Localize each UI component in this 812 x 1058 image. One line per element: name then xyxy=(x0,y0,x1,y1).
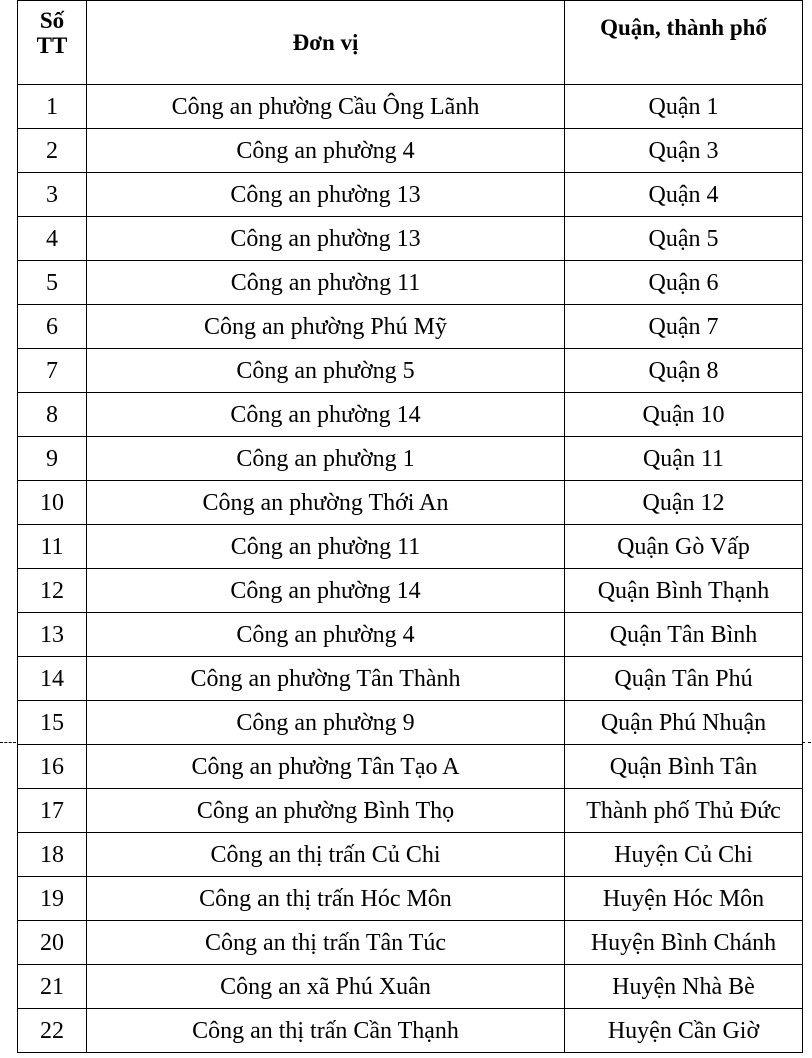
cell-district: Quận 10 xyxy=(565,393,803,437)
table-row xyxy=(18,349,803,393)
cell-district: Quận 8 xyxy=(565,349,803,393)
cell-district: Huyện Cần Giờ xyxy=(565,1009,803,1053)
cell-district: Quận 3 xyxy=(565,129,803,173)
table-row xyxy=(18,393,803,437)
header-stt-line2: TT xyxy=(36,33,68,58)
cell-stt: 12 xyxy=(18,569,87,613)
table-row xyxy=(18,833,803,877)
page-break-marker-left xyxy=(0,742,16,743)
cell-unit: Công an thị trấn Tân Túc xyxy=(87,921,565,965)
header-stt xyxy=(18,1,87,85)
cell-stt: 16 xyxy=(18,745,87,789)
cell-unit: Công an xã Phú Xuân xyxy=(87,965,565,1009)
cell-unit: Công an thị trấn Củ Chi xyxy=(87,833,565,877)
cell-unit: Công an phường 11 xyxy=(87,261,565,305)
cell-stt: 18 xyxy=(18,833,87,877)
cell-unit: Công an phường Thới An xyxy=(87,481,565,525)
table-row xyxy=(18,789,803,833)
table-row xyxy=(18,877,803,921)
table-row xyxy=(18,129,803,173)
cell-stt: 4 xyxy=(18,217,87,261)
header-unit: Đơn vị xyxy=(87,1,565,85)
cell-district: Quận 6 xyxy=(565,261,803,305)
cell-stt: 17 xyxy=(18,789,87,833)
cell-stt: 21 xyxy=(18,965,87,1009)
table-row xyxy=(18,745,803,789)
cell-unit: Công an phường 9 xyxy=(87,701,565,745)
cell-district: Thành phố Thủ Đức xyxy=(565,789,803,833)
table-row xyxy=(18,569,803,613)
cell-district: Quận 11 xyxy=(565,437,803,481)
cell-unit: Công an phường Tân Thành xyxy=(87,657,565,701)
cell-district: Quận 12 xyxy=(565,481,803,525)
cell-unit: Công an phường 11 xyxy=(87,525,565,569)
cell-stt: 7 xyxy=(18,349,87,393)
cell-stt: 5 xyxy=(18,261,87,305)
table-row xyxy=(18,613,803,657)
table-row xyxy=(18,965,803,1009)
cell-unit: Công an phường Cầu Ông Lãnh xyxy=(87,85,565,129)
table-body xyxy=(18,85,803,1053)
cell-district: Quận Bình Tân xyxy=(565,745,803,789)
cell-district: Quận Bình Thạnh xyxy=(565,569,803,613)
cell-stt: 14 xyxy=(18,657,87,701)
cell-unit: Công an phường Phú Mỹ xyxy=(87,305,565,349)
table-row xyxy=(18,217,803,261)
cell-unit: Công an phường 13 xyxy=(87,217,565,261)
cell-district: Quận Tân Phú xyxy=(565,657,803,701)
table-row xyxy=(18,657,803,701)
cell-stt: 20 xyxy=(18,921,87,965)
cell-stt: 6 xyxy=(18,305,87,349)
cell-unit: Công an thị trấn Cần Thạnh xyxy=(87,1009,565,1053)
table-row xyxy=(18,305,803,349)
cell-stt: 2 xyxy=(18,129,87,173)
cell-district: Quận 4 xyxy=(565,173,803,217)
cell-unit: Công an phường 14 xyxy=(87,569,565,613)
cell-stt: 9 xyxy=(18,437,87,481)
cell-unit: Công an phường 1 xyxy=(87,437,565,481)
cell-stt: 8 xyxy=(18,393,87,437)
table-row xyxy=(18,173,803,217)
table-row xyxy=(18,437,803,481)
cell-stt: 19 xyxy=(18,877,87,921)
table-row xyxy=(18,261,803,305)
cell-district: Huyện Củ Chi xyxy=(565,833,803,877)
cell-stt: 1 xyxy=(18,85,87,129)
cell-unit: Công an phường 4 xyxy=(87,129,565,173)
cell-stt: 3 xyxy=(18,173,87,217)
cell-district: Quận 5 xyxy=(565,217,803,261)
cell-unit: Công an phường Bình Thọ xyxy=(87,789,565,833)
cell-district: Quận Phú Nhuận xyxy=(565,701,803,745)
cell-district: Quận Tân Bình xyxy=(565,613,803,657)
cell-stt: 15 xyxy=(18,701,87,745)
table-row xyxy=(18,481,803,525)
cell-district: Huyện Bình Chánh xyxy=(565,921,803,965)
cell-district: Quận 7 xyxy=(565,305,803,349)
header-stt-line1: Số xyxy=(39,8,65,33)
cell-district: Quận Gò Vấp xyxy=(565,525,803,569)
cell-stt: 10 xyxy=(18,481,87,525)
table-row xyxy=(18,525,803,569)
cell-unit: Công an phường 13 xyxy=(87,173,565,217)
cell-district: Quận 1 xyxy=(565,85,803,129)
cell-stt: 11 xyxy=(18,525,87,569)
cell-unit: Công an phường 5 xyxy=(87,349,565,393)
table-row xyxy=(18,701,803,745)
cell-unit: Công an thị trấn Hóc Môn xyxy=(87,877,565,921)
cell-unit: Công an phường 14 xyxy=(87,393,565,437)
page-break-marker-right xyxy=(802,742,811,743)
table-row xyxy=(18,85,803,129)
cell-stt: 22 xyxy=(18,1009,87,1053)
table-row xyxy=(18,921,803,965)
cell-unit: Công an phường Tân Tạo A xyxy=(87,745,565,789)
header-district: Quận, thành phố xyxy=(565,1,803,85)
table-row xyxy=(18,1009,803,1053)
cell-unit: Công an phường 4 xyxy=(87,613,565,657)
cell-stt: 13 xyxy=(18,613,87,657)
header-row xyxy=(18,1,803,85)
police-units-table xyxy=(17,0,803,1053)
cell-district: Huyện Hóc Môn xyxy=(565,877,803,921)
cell-district: Huyện Nhà Bè xyxy=(565,965,803,1009)
